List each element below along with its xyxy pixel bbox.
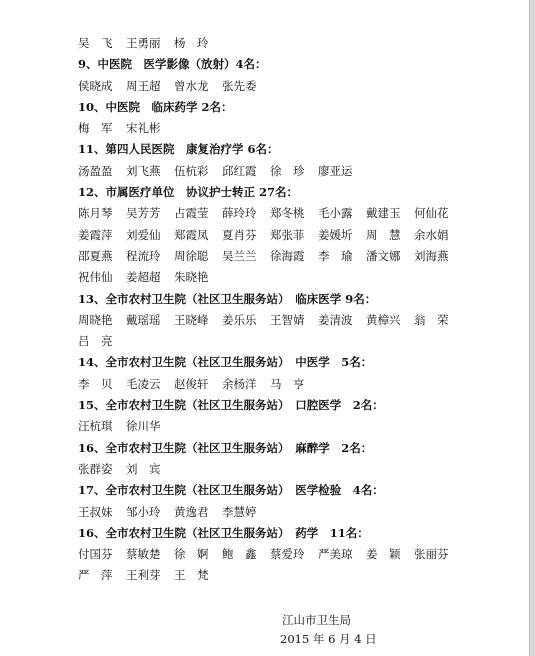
person-name: 戴建玉 [366, 206, 401, 221]
person-name: 姜霞萍 [78, 227, 113, 242]
section-heading: 13、全市农村卫生院（社区卫生服务站） 临床医学 9名： [78, 291, 377, 306]
person-name: 何仙花 [414, 206, 449, 221]
name-row [78, 33, 518, 54]
signature-org: 江山市卫生局 [282, 613, 351, 627]
person-name: 鲍 鑫 [222, 547, 257, 562]
person-name: 薛玲玲 [222, 206, 257, 221]
person-name: 刘 宾 [126, 461, 161, 476]
name-row [78, 502, 518, 523]
name-row [78, 544, 518, 565]
person-name: 付国芬 [78, 547, 113, 562]
person-name: 徐海霞 [270, 248, 305, 263]
person-name: 汤盈盈 [78, 163, 113, 178]
person-name: 吴兰兰 [222, 248, 257, 263]
person-name: 吴芳芳 [126, 206, 161, 221]
section-heading: 9、中医院 医学影像（放射）4名： [78, 57, 267, 72]
signature-date: 2015 年 6 月 4 日 [280, 632, 377, 646]
person-name: 邵夏燕 [78, 248, 113, 263]
person-name: 刘爱仙 [126, 227, 161, 242]
person-name: 王叔妹 [78, 504, 113, 519]
person-name: 吴 飞 [78, 36, 113, 50]
person-name: 严美琼 [318, 547, 353, 562]
person-name: 姜超超 [126, 270, 161, 285]
person-name: 毛小露 [318, 206, 353, 221]
person-name: 宋礼彬 [126, 121, 161, 136]
person-name: 朱晓艳 [174, 270, 209, 285]
person-name: 刘飞燕 [126, 163, 161, 178]
person-name: 张先委 [222, 78, 257, 93]
person-name: 杨 玲 [174, 36, 209, 50]
section-heading: 15、全市农村卫生院（社区卫生服务站） 口腔医学 2名： [78, 398, 384, 413]
name-row [78, 565, 518, 586]
person-name: 余杨洋 [222, 376, 257, 391]
page-edge [529, 0, 535, 656]
section-heading: 12、市属医疗单位 协议护士转正 27名： [78, 185, 299, 200]
person-name: 吕 亮 [78, 334, 113, 349]
person-name: 郑冬桃 [270, 206, 305, 221]
person-name: 夏肖芬 [222, 227, 257, 242]
section-heading: 16、全市农村卫生院（社区卫生服务站） 麻醉学 2名： [78, 440, 373, 455]
person-name: 翁 荣 [414, 312, 449, 327]
person-name: 周 慧 [366, 227, 401, 242]
person-name: 程流玲 [126, 248, 161, 263]
person-name: 姜媛圻 [318, 227, 353, 242]
name-row [78, 459, 518, 480]
person-name: 蔡敏楚 [126, 547, 161, 562]
name-row [78, 267, 518, 288]
person-name: 蔡爱玲 [270, 547, 305, 562]
person-name: 邱红霞 [222, 163, 257, 178]
section-heading: 11、第四人民医院 康复治疗学 6名： [78, 142, 279, 157]
person-name: 潘文娜 [366, 248, 401, 263]
person-name: 刘海燕 [414, 248, 449, 263]
person-name: 周王超 [126, 78, 161, 93]
person-name: 徐川华 [126, 419, 161, 434]
person-name: 郑霞凤 [174, 227, 209, 242]
person-name: 张群姿 [78, 461, 113, 476]
person-name: 张丽芬 [414, 547, 449, 562]
person-name: 戴瑶瑶 [126, 312, 161, 327]
person-name: 王 梵 [174, 568, 209, 583]
person-name: 梅 军 [78, 121, 113, 136]
person-name: 廖亚运 [318, 163, 353, 178]
person-name: 曾水龙 [174, 78, 209, 93]
person-name: 祝伟仙 [78, 270, 113, 285]
document-body [78, 33, 518, 587]
person-name: 李慧婷 [222, 504, 257, 519]
person-name: 严 萍 [78, 568, 113, 583]
name-row [78, 225, 518, 246]
person-name: 侯晓成 [78, 78, 113, 93]
person-name: 黄逸君 [174, 504, 209, 519]
person-name: 徐 婀 [174, 547, 209, 562]
person-name: 汪杭琪 [78, 419, 113, 434]
person-name: 李 瑜 [318, 248, 353, 263]
person-name: 李 贝 [78, 376, 113, 391]
person-name: 周晓艳 [78, 312, 113, 327]
person-name: 徐 珍 [270, 163, 305, 178]
person-name: 陈月琴 [78, 206, 113, 221]
person-name: 郑张菲 [270, 227, 305, 242]
person-name: 邹小玲 [126, 504, 161, 519]
name-row [78, 246, 518, 267]
name-row [78, 203, 518, 224]
person-name: 黄樟兴 [366, 312, 401, 327]
person-name: 周徐聪 [174, 248, 209, 263]
section-heading: 10、中医院 临床药学 2名： [78, 99, 233, 114]
name-row [78, 118, 518, 139]
section-heading: 16、全市农村卫生院（社区卫生服务站） 药学 11名： [78, 525, 369, 540]
person-name: 姜 颖 [366, 547, 401, 562]
person-name: 姜乐乐 [222, 312, 257, 327]
person-name: 姜清波 [318, 312, 353, 327]
person-name: 马 亨 [270, 376, 305, 391]
person-name: 王智婧 [270, 312, 305, 327]
name-row [78, 310, 518, 331]
person-name: 毛凌云 [126, 376, 161, 391]
name-row [78, 331, 518, 352]
person-name: 伍杭彩 [174, 163, 209, 178]
person-name: 王利芽 [126, 568, 161, 583]
person-name: 余水娟 [414, 227, 449, 242]
name-row [78, 161, 518, 182]
name-row [78, 76, 518, 97]
section-heading: 14、全市农村卫生院（社区卫生服务站） 中医学 5名： [78, 355, 373, 370]
person-name: 赵俊轩 [174, 376, 209, 391]
person-name: 占霞莹 [174, 206, 209, 221]
person-name: 王勇丽 [126, 36, 161, 50]
section-heading: 17、全市农村卫生院（社区卫生服务站） 医学检验 4名： [78, 483, 384, 498]
name-row [78, 374, 518, 395]
name-row [78, 416, 518, 437]
person-name: 王晓峰 [174, 312, 209, 327]
